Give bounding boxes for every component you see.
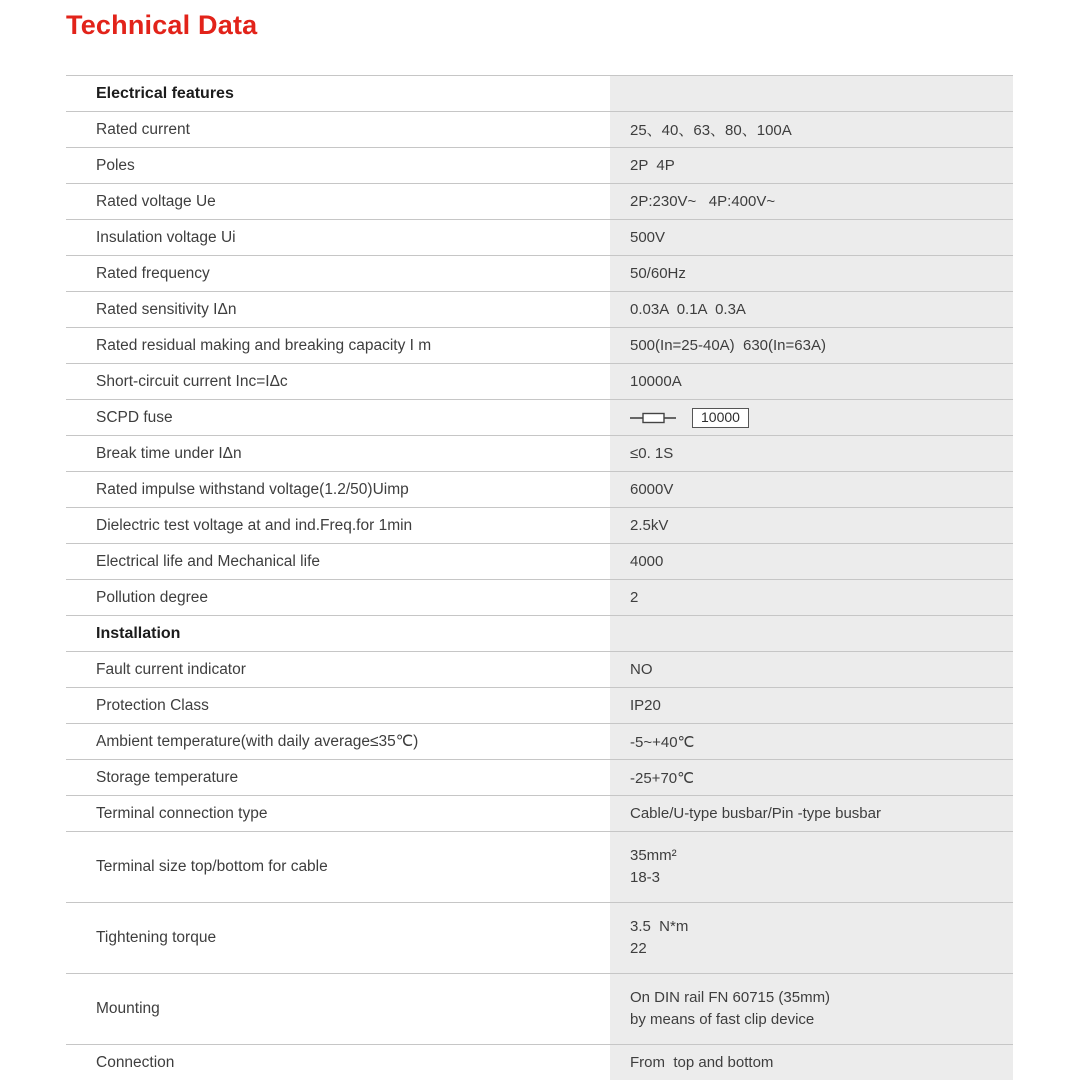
spec-row [66, 652, 1013, 688]
spec-value: 6000V [610, 472, 1013, 507]
spec-label: Dielectric test voltage at and ind.Freq.for 1min [96, 516, 413, 534]
spec-value: 4000 [610, 544, 1013, 579]
spec-label: Rated sensitivity IΔn [96, 300, 237, 318]
spec-row [66, 580, 1013, 616]
spec-row [66, 760, 1013, 796]
spec-value [610, 974, 1013, 1044]
spec-label: Break time under IΔn [96, 444, 242, 462]
spec-value: NO [610, 652, 1013, 687]
spec-row [66, 364, 1013, 400]
spec-value: 2P:230V~ 4P:400V~ [610, 184, 1013, 219]
section-row [66, 616, 1013, 652]
spec-row [66, 688, 1013, 724]
spec-label: Terminal connection type [96, 804, 268, 822]
spec-value [610, 76, 1013, 111]
spec-value [610, 903, 1013, 973]
spec-row [66, 148, 1013, 184]
spec-value: 0.03A 0.1A 0.3A [610, 292, 1013, 327]
spec-value-line: 18-3 [630, 869, 661, 886]
spec-row [66, 1045, 1013, 1080]
spec-label: Rated frequency [96, 264, 210, 282]
spec-value-line: by means of fast clip device [630, 1011, 815, 1028]
spec-label: SCPD fuse [96, 408, 173, 426]
spec-value: 2.5kV [610, 508, 1013, 543]
spec-row [66, 544, 1013, 580]
spec-row [66, 400, 1013, 436]
spec-row [66, 436, 1013, 472]
fuse-rating-box: 10000 [692, 408, 749, 428]
spec-row [66, 472, 1013, 508]
spec-label: Protection Class [96, 696, 209, 714]
spec-value: IP20 [610, 688, 1013, 723]
spec-row [66, 328, 1013, 364]
spec-label: Rated impulse withstand voltage(1.2/50)Uimp [96, 480, 409, 498]
spec-row [66, 974, 1013, 1045]
spec-label: Rated current [96, 120, 190, 138]
spec-value: -25+70℃ [610, 760, 1013, 795]
spec-value [610, 616, 1013, 651]
spec-value: 10000A [610, 364, 1013, 399]
spec-row [66, 724, 1013, 760]
spec-row [66, 796, 1013, 832]
spec-value: 25、40、63、80、100A [610, 112, 1013, 147]
spec-row [66, 508, 1013, 544]
spec-value: 2P 4P [610, 148, 1013, 183]
spec-label: Ambient temperature(with daily average≤35℃) [96, 733, 419, 750]
spec-label: Storage temperature [96, 768, 239, 786]
spec-label: Mounting [96, 1000, 160, 1017]
fuse-icon [630, 410, 676, 426]
spec-table [66, 75, 1013, 1080]
spec-value: From top and bottom [610, 1045, 1013, 1080]
spec-row [66, 112, 1013, 148]
spec-value-line: 3.5 N*m [630, 918, 689, 935]
spec-value-line: 35mm² [630, 847, 677, 864]
spec-value [610, 832, 1013, 902]
spec-row [66, 903, 1013, 974]
spec-row [66, 184, 1013, 220]
spec-label: Fault current indicator [96, 660, 246, 678]
section-title: Installation [96, 624, 181, 642]
spec-value: ≤0. 1S [610, 436, 1013, 471]
spec-row [66, 256, 1013, 292]
spec-value: 50/60Hz [610, 256, 1013, 291]
spec-label: Pollution degree [96, 588, 209, 606]
spec-label: Insulation voltage Ui [96, 228, 236, 246]
spec-label: Terminal size top/bottom for cable [96, 858, 328, 875]
spec-value: Cable/U-type busbar/Pin -type busbar [610, 796, 1013, 831]
spec-value [610, 400, 1013, 435]
spec-row [66, 832, 1013, 903]
spec-value: 500(In=25-40A) 630(In=63A) [610, 328, 1013, 363]
spec-value: -5~+40℃ [610, 724, 1013, 759]
spec-row [66, 292, 1013, 328]
spec-label: Rated voltage Ue [96, 192, 216, 210]
spec-label: Rated residual making and breaking capacity I m [96, 336, 432, 354]
spec-value-line: On DIN rail FN 60715 (35mm) [630, 989, 831, 1006]
spec-label: Short-circuit current Inc=IΔc [96, 372, 288, 390]
spec-label: Poles [96, 156, 135, 174]
spec-value: 2 [610, 580, 1013, 615]
spec-label: Connection [96, 1053, 175, 1071]
section-row [66, 76, 1013, 112]
spec-label: Tightening torque [96, 929, 217, 946]
spec-value: 500V [610, 220, 1013, 255]
page-title: Technical Data [66, 10, 258, 40]
section-title: Electrical features [96, 84, 234, 102]
spec-label: Electrical life and Mechanical life [96, 552, 320, 570]
spec-row [66, 220, 1013, 256]
spec-value-line: 22 [630, 940, 647, 957]
